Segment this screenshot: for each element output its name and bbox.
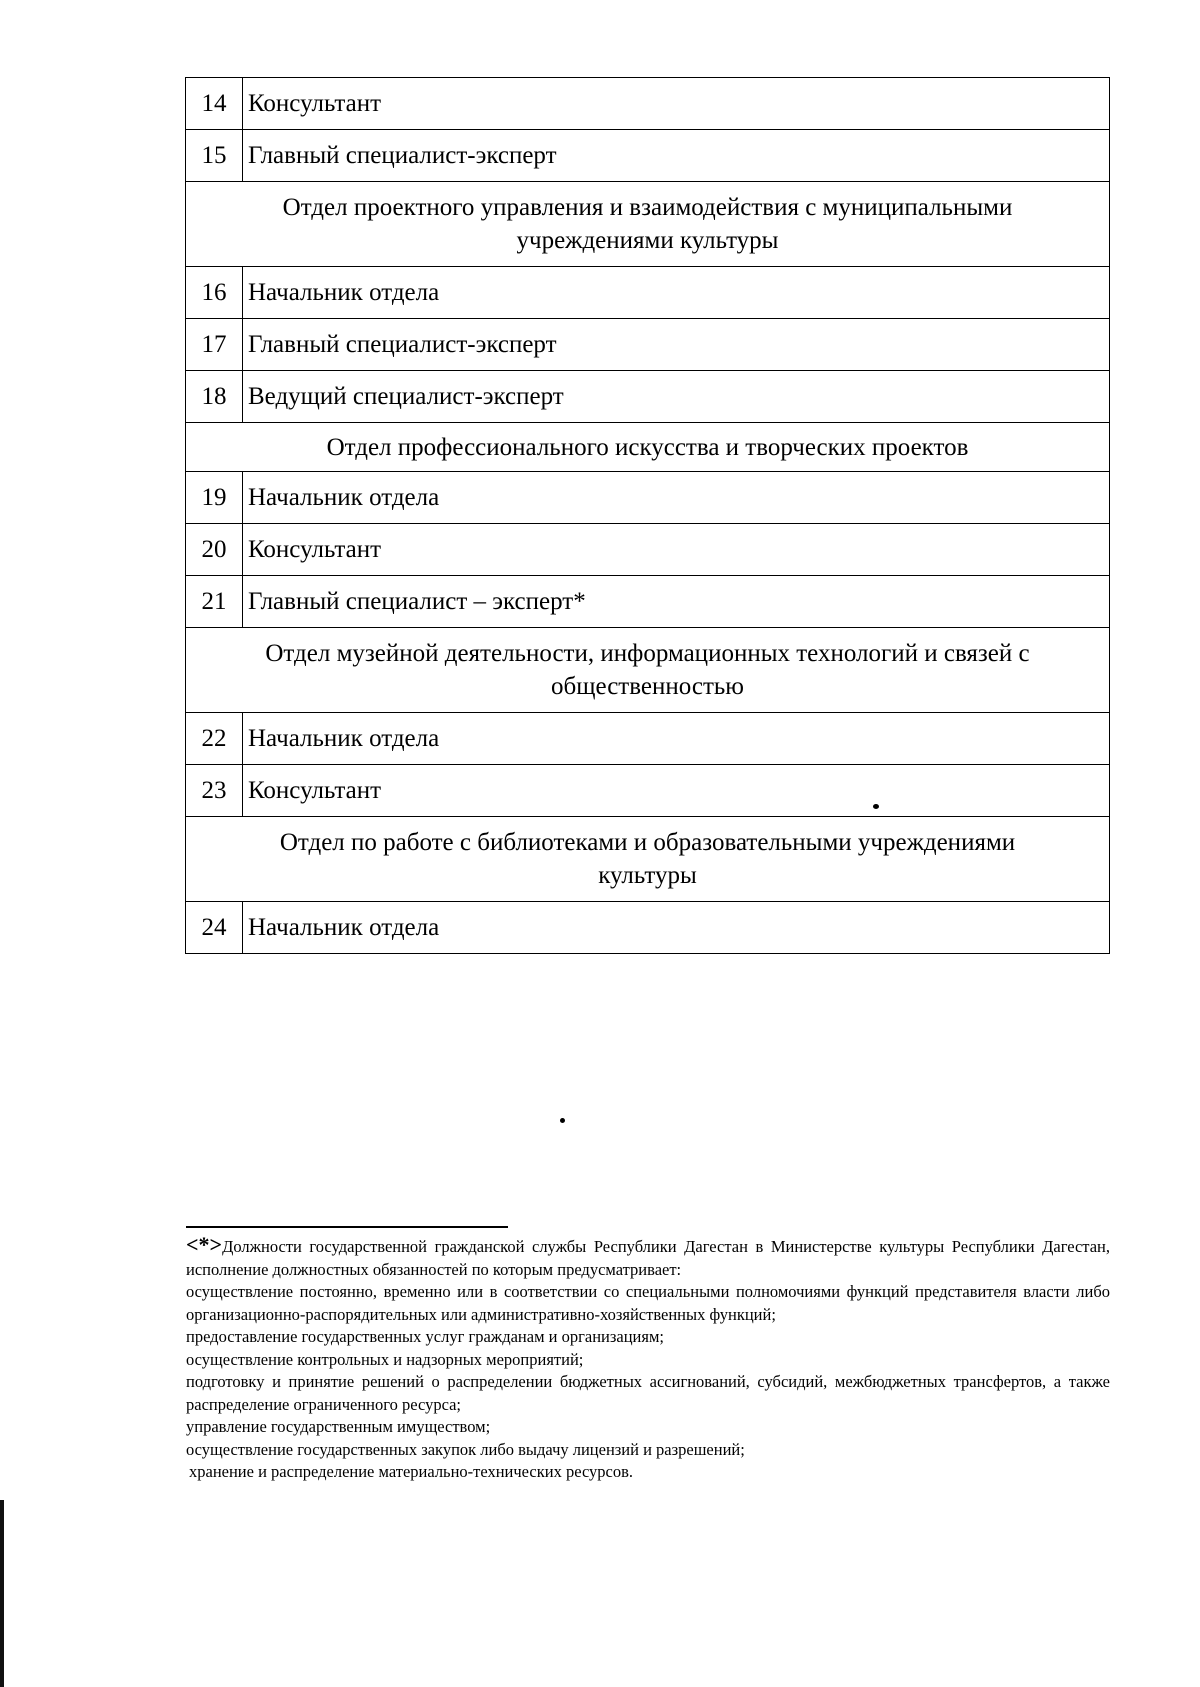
position-row [186,576,1110,628]
position-number: 22 [186,713,243,765]
position-number: 14 [186,78,243,130]
position-row [186,371,1110,423]
department-header-row [186,817,1110,902]
department-name-line: Отдел профессионального искусства и творческих проектов [326,433,969,461]
position-title: Главный специалист – эксперт* [243,576,1110,628]
footnote-item: подготовку и принятие решений о распределении бюджетных ассигнований, субсидий, межбюджетных трансфертов, а также распределение ограниченного ресурса; [186,1372,1110,1414]
department-name-line: учреждениями культуры [516,227,779,254]
position-row [186,130,1110,182]
position-number: 17 [186,319,243,371]
department-name [186,817,1110,902]
position-title: Консультант [243,524,1110,576]
position-title: Главный специалист-эксперт [243,130,1110,182]
positions-table-body [186,78,1110,954]
position-row [186,472,1110,524]
position-number: 19 [186,472,243,524]
department-name-line: Отдел музейной деятельности, информационных технологий и связей с [265,640,1030,667]
scan-speck [873,804,879,809]
department-name [186,423,1110,472]
position-number: 20 [186,524,243,576]
positions-table [185,77,1110,954]
department-header-row [186,628,1110,713]
position-row [186,902,1110,954]
footnote-item: хранение и распределение материально-технических ресурсов. [189,1462,634,1481]
position-number: 21 [186,576,243,628]
footnote-item: управление государственным имуществом; [186,1417,491,1436]
position-title: Главный специалист-эксперт [243,319,1110,371]
position-row [186,267,1110,319]
department-name-line: Отдел проектного управления и взаимодействия с муниципальными [282,194,1013,221]
position-title: Начальник отдела [243,267,1110,319]
department-name [186,182,1110,267]
footnote-item: осуществление государственных закупок либо выдачу лицензий и разрешений; [186,1439,745,1459]
footnote-intro: <*>Должности государственной гражданской службы Республики Дагестан в Министерстве культуры Республики Дагестан, исполнение должностных обязанностей по которым предусматривает: [186,1232,1110,1279]
position-row [186,78,1110,130]
department-header-row [186,182,1110,267]
footnote [186,1234,1110,1484]
position-number: 23 [186,765,243,817]
position-number: 15 [186,130,243,182]
department-header-row [186,423,1110,472]
position-number: 24 [186,902,243,954]
position-title: Начальник отдела [243,713,1110,765]
position-row [186,713,1110,765]
footnote-item: предоставление государственных услуг гражданам и организациям; [186,1327,664,1346]
position-row [186,524,1110,576]
scan-speck [560,1118,565,1123]
position-title: Консультант [243,78,1110,130]
footnote-item: осуществление контрольных и надзорных мероприятий; [186,1349,584,1369]
position-title: Начальник отдела [243,472,1110,524]
department-name-line: Отдел по работе с библиотеками и образовательными учреждениями [279,829,1016,856]
scan-edge-mark [0,1500,4,1687]
position-number: 18 [186,371,243,423]
department-name [186,628,1110,713]
footnote-separator [186,1226,508,1228]
department-name-line: культуры [598,862,697,889]
position-title: Начальник отдела [243,902,1110,954]
department-name-line: общественностью [551,673,744,700]
position-number: 16 [186,267,243,319]
position-row [186,765,1110,817]
position-title: Консультант [243,765,1110,817]
position-row [186,319,1110,371]
position-title: Ведущий специалист-эксперт [243,371,1110,423]
footnote-item: осуществление постоянно, временно или в соответствии со специальными полномочиями функций представителя власти либо организационно-распорядительных или административно-хозяйственных функций; [186,1282,1110,1324]
footnote-marker: <*> [186,1232,223,1257]
